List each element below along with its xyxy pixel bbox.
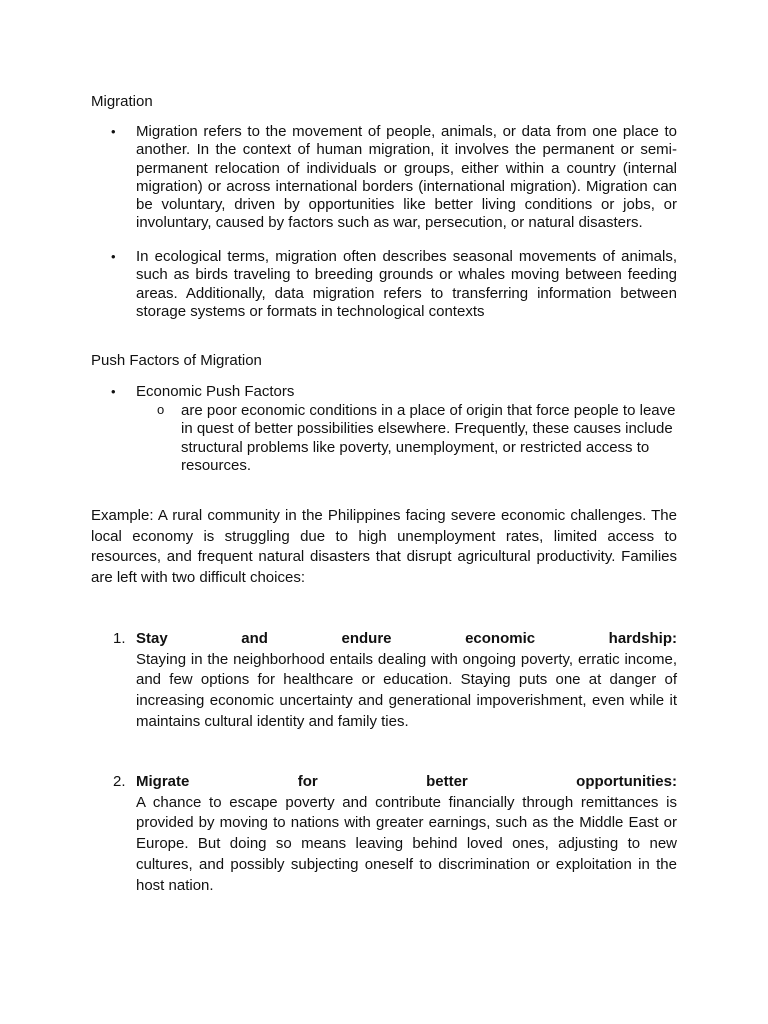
bullet-icon: • <box>111 384 116 399</box>
sub-bullet-icon: o <box>157 402 165 417</box>
choice-stay <box>136 629 677 733</box>
choice-body: Staying in the neighborhood entails dealing with ongoing poverty, erratic income, and few options for healthcare or education. Staying puts one at danger of increasing economic uncertainty and generational impoverishment, even while it maintains cultural identity and family ties. <box>136 650 677 730</box>
economic-push-factors-description: are poor economic conditions in a place of origin that force people to leave in quest of better possibilities elsewhere. Frequently, these causes include structural problems like poverty, unemployment, or restricted access to resources. <box>181 402 676 474</box>
choice-number: 1. <box>113 630 126 647</box>
bullet-icon: • <box>111 249 116 264</box>
example-paragraph: Example: A rural community in the Philippines facing severe economic challenges. The local economy is struggling due to high unemployment rates, limited access to resources, and frequent natural disasters that disrupt agricultural productivity. Families are left with two difficult choices: <box>91 507 677 587</box>
migration-heading: Migration <box>91 93 153 110</box>
migration-definition-paragraph: Migration refers to the movement of people, animals, or data from one place to another. In the context of human migration, it involves the permanent or semi-permanent relocation of individuals or groups, either within a country (internal migration) or across international borders (international migration). Migration can be voluntary, driven by opportunities like better living conditions or jobs, or involuntary, caused by factors such as war, persecution, or natural disasters. <box>136 123 677 232</box>
choice-title: Migrate for better opportunities: <box>136 773 677 790</box>
bullet-icon: • <box>111 124 116 139</box>
push-factors-heading: Push Factors of Migration <box>91 352 262 369</box>
choice-body: A chance to escape poverty and contribute financially through remittances is provided by moving to nations with greater earnings, such as the Middle East or Europe. But doing so means leaving behind loved ones, adjusting to new cultures, and possibly subjecting oneself to discrimination or exploitation in the host nation. <box>136 793 677 894</box>
economic-push-factors-label: Economic Push Factors <box>136 383 295 400</box>
choice-number: 2. <box>113 773 126 790</box>
choice-migrate <box>136 772 677 896</box>
migration-ecological-paragraph: In ecological terms, migration often describes seasonal movements of animals, such as birds traveling to breeding grounds or whales moving between feeding areas. Additionally, data migration refers to transferring information between storage systems or formats in technological contexts <box>136 248 677 320</box>
choice-title: Stay and endure economic hardship: <box>136 630 677 647</box>
